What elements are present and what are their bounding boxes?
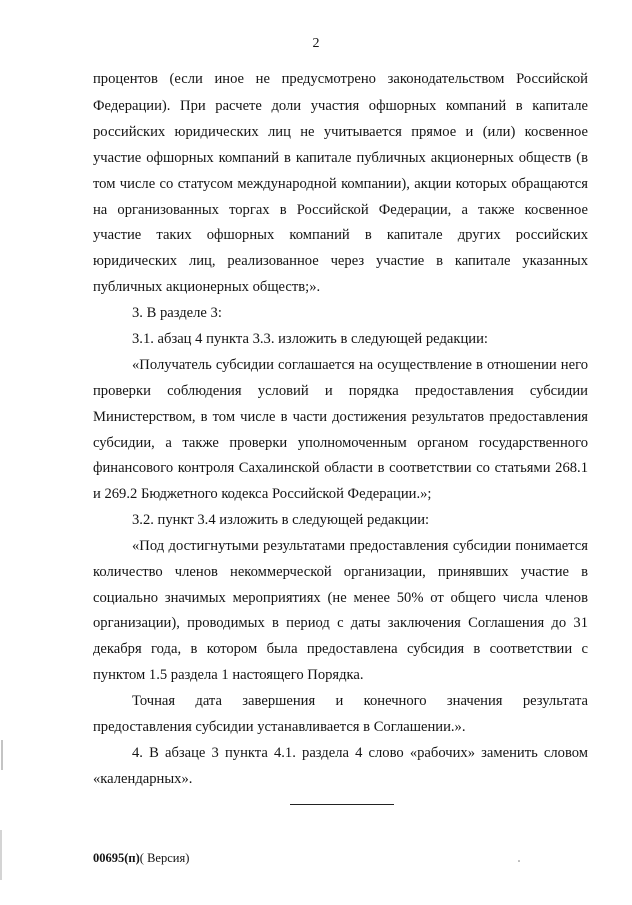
text-line: участие таких офшорных компаний в капитале других российских — [93, 227, 588, 243]
text-line: юридических лиц, реализованное через участие в капитале указанных — [93, 253, 588, 269]
text-line: социально значимых мероприятиях (не менее 50% от общего числа членов — [93, 590, 588, 606]
text-line: процентов (если иное не предусмотрено законодательством Российской — [93, 71, 588, 87]
text-line: том числе со статусом международной компании), акции которых обращаются — [93, 176, 588, 192]
text-line: декабря года, в котором была предоставлена субсидия в соответствии с — [93, 641, 588, 657]
text-line: количество членов некоммерческой организации, принявших участие в — [93, 564, 588, 580]
text-line: организации), проводимых в период с даты заключения Соглашения до 31 — [93, 615, 588, 631]
text-line: 4. В абзаце 3 пункта 4.1. раздела 4 слово «рабочих» заменить словом — [132, 745, 588, 761]
footer-code: 00695(п) — [93, 851, 140, 865]
page-number: 2 — [312, 36, 320, 51]
text-line: предоставления субсидии устанавливается в Соглашении.». — [93, 719, 466, 735]
text-line: публичных акционерных обществ;». — [93, 279, 321, 295]
text-line: проверки соблюдения условий и порядка предоставления субсидии — [93, 383, 588, 399]
text-line: «Получатель субсидии соглашается на осуществление в отношении него — [132, 357, 588, 373]
text-line: российских юридических лиц не учитывается прямое и (или) косвенное — [93, 124, 588, 140]
text-line: финансового контроля Сахалинской области в соответствии со статьями 268.1 — [93, 460, 588, 476]
text-line: субсидии, а также проверки уполномоченным органом государственного — [93, 435, 588, 451]
footer-version-label: ( Версия) — [139, 851, 190, 865]
text-line: Точная дата завершения и конечного значения результата — [132, 693, 588, 709]
text-line: на организованных торгах в Российской Федерации, а также косвенное — [93, 202, 588, 218]
text-line: участие офшорных компаний в капитале публичных акционерных обществ (в — [93, 150, 588, 166]
text-line: пунктом 1.5 раздела 1 настоящего Порядка. — [93, 667, 364, 683]
text-line: и 269.2 Бюджетного кодекса Российской Федерации.»; — [93, 486, 432, 502]
scan-artifact — [518, 860, 520, 862]
subsection-heading: 3.1. абзац 4 пункта 3.3. изложить в следующей редакции: — [132, 331, 488, 347]
text-line: Министерством, в том числе в части достижения результатов предоставления — [93, 409, 588, 425]
text-line: Федерации). При расчете доли участия офшорных компаний в капитале — [93, 98, 588, 114]
section-heading: 3. В разделе 3: — [132, 305, 222, 321]
text-line: «Под достигнутыми результатами предоставления субсидии понимается — [132, 538, 588, 554]
subsection-heading: 3.2. пункт 3.4 изложить в следующей редакции: — [132, 512, 430, 528]
text-line: «календарных». — [93, 771, 193, 787]
